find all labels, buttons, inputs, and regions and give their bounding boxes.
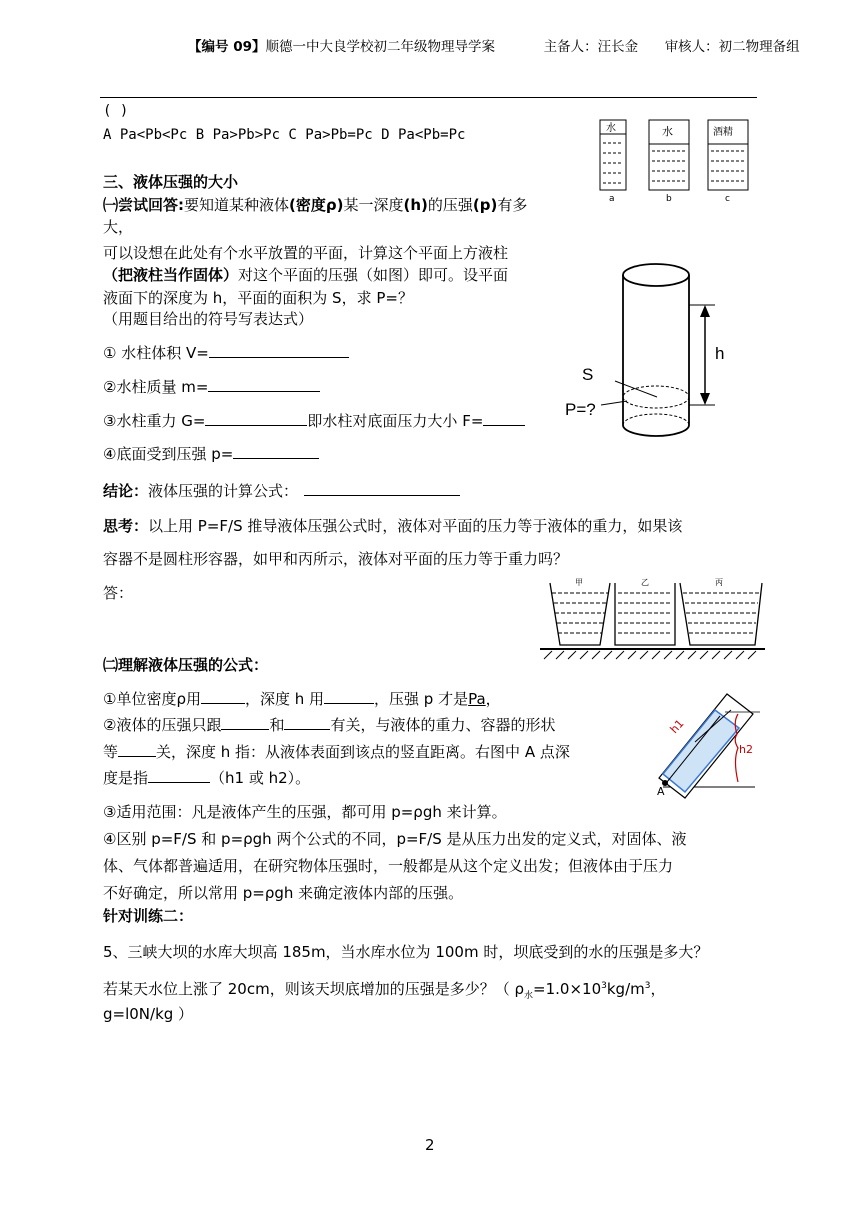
- paragraph-line5: 液面下的深度为 h，平面的面积为 S，求 P=？: [103, 289, 413, 307]
- answer-blank-formula[interactable]: [304, 481, 460, 496]
- try-text1: 要知道某种液体: [184, 196, 290, 214]
- tube-h2-label: h2: [739, 743, 753, 756]
- answer-blank-depth-choice[interactable]: [148, 768, 210, 783]
- cylinder-figure: [565, 255, 765, 455]
- item3b-text: 即水柱对底面压力大小 F=: [307, 412, 484, 430]
- answer-blank-gravity[interactable]: [205, 411, 307, 426]
- try-p: (p): [472, 196, 498, 214]
- think-line1: [103, 516, 682, 536]
- answer-blank-density-unit[interactable]: [201, 689, 245, 704]
- try-h: (h): [403, 196, 428, 214]
- container-a-letter: a: [609, 194, 615, 204]
- container-b: [649, 120, 689, 204]
- page-header: [188, 35, 800, 55]
- answer-blank-pressure[interactable]: [233, 444, 319, 459]
- containers-figure: [595, 115, 765, 205]
- inclined-tube-figure: [635, 670, 765, 800]
- try-text2: 某一深度: [343, 196, 404, 214]
- understand-line6: ④区别 p=F/S 和 p=ρgh 两个公式的不同，p=F/S 是从压力出发的定义式，对固体、液: [103, 830, 687, 848]
- paragraph-line6: （用题目给出的符号写表达式）: [103, 310, 314, 328]
- l2b: 和: [269, 716, 285, 734]
- q5b: 若某天水位上涨了 20cm，则该天坝底增加的压强是多少？（ ρ: [103, 980, 525, 998]
- l1b: ，深度 h 用: [244, 690, 325, 708]
- question-options: A Pa<Pb<Pc B Pa>Pb>Pc C Pa>Pb=Pc D Pa<Pb=Pc: [103, 127, 466, 143]
- paragraph-line4: [103, 265, 508, 285]
- item-mass: [103, 377, 320, 397]
- l1c: ，压强 p 才是: [374, 690, 469, 708]
- q5b-sub: 水: [524, 991, 534, 1001]
- header-number: 【编号 09】: [188, 39, 266, 55]
- try-density: (密度ρ): [289, 196, 344, 214]
- container-a-label: 水: [606, 123, 616, 134]
- question-bracket: ( ): [103, 103, 129, 119]
- try-head: ㈠尝试回答:: [103, 196, 184, 214]
- header-rule: [100, 97, 757, 98]
- container-b-label: 水: [662, 125, 673, 138]
- think-text1: 以上用 P=F/S 推导液体压强公式时，液体对平面的压力等于液体的重力，如果该: [148, 517, 683, 535]
- answer-blank-volume[interactable]: [209, 343, 349, 358]
- training-title: 针对训练二：: [103, 907, 194, 925]
- vessel-bing-label: 丙: [715, 578, 723, 587]
- container-c-label: 酒精: [713, 127, 733, 138]
- understand-line8: 不好确定，所以常用 p=ρgh 来确定液体内部的压强。: [103, 884, 464, 902]
- try-text4: 有多: [497, 196, 528, 214]
- understand-line2: [103, 715, 555, 735]
- item1-text: ① 水柱体积 V=: [103, 344, 209, 362]
- page-number: 2: [425, 1136, 435, 1154]
- container-b-letter: b: [666, 194, 672, 204]
- try-answer-line1: [103, 195, 527, 215]
- line4-text: 对这个平面的压强（如图）即可。设平面: [238, 266, 509, 284]
- header-author: 主备人：汪长金: [543, 39, 639, 55]
- item4-text: ④底面受到压强 p=: [103, 445, 234, 463]
- header-reviewer: 审核人：初二物理备组: [664, 39, 800, 55]
- item-pressure: [103, 444, 319, 464]
- container-a: [600, 120, 626, 204]
- item-gravity: [103, 411, 525, 431]
- item3a-text: ③水柱重力 G=: [103, 412, 206, 430]
- answer-blank-depth-unit[interactable]: [324, 689, 374, 704]
- header-school: 顺德一中大良学校初二年级物理导学案: [265, 39, 495, 55]
- tube-point-a-label: A: [657, 785, 665, 798]
- answer-blank-factor1[interactable]: [221, 715, 269, 730]
- l2a: ②液体的压强只跟: [103, 716, 222, 734]
- tube-h1-label: h1: [667, 716, 687, 737]
- answer-blank-mass[interactable]: [208, 377, 320, 392]
- try-text3: 的压强: [427, 196, 473, 214]
- item2-text: ②水柱质量 m=: [103, 378, 209, 396]
- question5-line1: 5、三峡大坝的水库大坝高 185m，当水库水位为 100m 时，坝底受到的水的压强是多大？: [103, 943, 709, 961]
- understand-line3: [103, 742, 570, 762]
- think-head: 思考：: [103, 517, 149, 535]
- vessel-yi-label: 乙: [641, 578, 649, 587]
- question5-line2: [103, 976, 665, 1006]
- try-answer-line2: 大，: [103, 218, 134, 236]
- conclusion-line: [103, 481, 460, 501]
- understand-title: ㈡理解液体压强的公式：: [103, 656, 269, 674]
- answer-blank-force[interactable]: [483, 411, 525, 426]
- l1e: ，: [485, 690, 501, 708]
- answer-blank-relation[interactable]: [118, 742, 156, 757]
- l3a: 等: [103, 743, 119, 761]
- cylinder-s-label: S: [582, 365, 594, 384]
- answer-label: 答：: [103, 584, 134, 602]
- l2c: 有关，与液体的重力、容器的形状: [330, 716, 556, 734]
- l4b: （h1 或 h2）。: [210, 769, 311, 787]
- q5b-4: ，: [650, 980, 666, 998]
- paragraph-line3: 可以设想在此处有个水平放置的平面，计算这个平面上方液柱: [103, 244, 509, 262]
- cylinder-h-label: h: [715, 344, 725, 363]
- l3b: 关，深度 h 指：从液体表面到该点的竖直距离。右图中 A 点深: [156, 743, 570, 761]
- q5b-sup: 3: [601, 981, 607, 991]
- understand-line1: [103, 689, 501, 709]
- item-volume: [103, 343, 349, 363]
- vessels-figure: [540, 575, 765, 665]
- cylinder-p-label: P=?: [565, 400, 596, 419]
- l4a: 度是指: [103, 769, 149, 787]
- l1a: ①单位密度ρ用: [103, 690, 201, 708]
- answer-blank-factor2[interactable]: [284, 715, 330, 730]
- q5b-3: kg/m: [606, 980, 645, 998]
- vessel-jia-label: 甲: [575, 578, 583, 587]
- understand-line5: ③适用范围：凡是液体产生的压强，都可用 p=ρgh 来计算。: [103, 803, 507, 821]
- container-c-letter: c: [725, 194, 730, 204]
- conclusion-head: 结论：: [103, 482, 149, 500]
- section3-title: 三、液体压强的大小: [103, 173, 239, 191]
- pa-unit: Pa: [468, 690, 486, 708]
- question5-line3: g=l0N/kg ）: [103, 1005, 194, 1023]
- understand-line4: [103, 768, 310, 788]
- container-c: [708, 120, 748, 204]
- line4-bold: （把液柱当作固体）: [103, 266, 239, 284]
- q5b-sup2: 3: [644, 981, 651, 991]
- q5b-2: =1.0×10: [533, 980, 602, 998]
- think-line2: 容器不是圆柱形容器，如甲和丙所示，液体对平面的压力等于重力吗？: [103, 550, 569, 568]
- understand-line7: 体、气体都普遍适用，在研究物体压强时，一般都是从这个定义出发；但液体由于压力: [103, 857, 674, 875]
- conclusion-text: 液体压强的计算公式：: [148, 482, 299, 500]
